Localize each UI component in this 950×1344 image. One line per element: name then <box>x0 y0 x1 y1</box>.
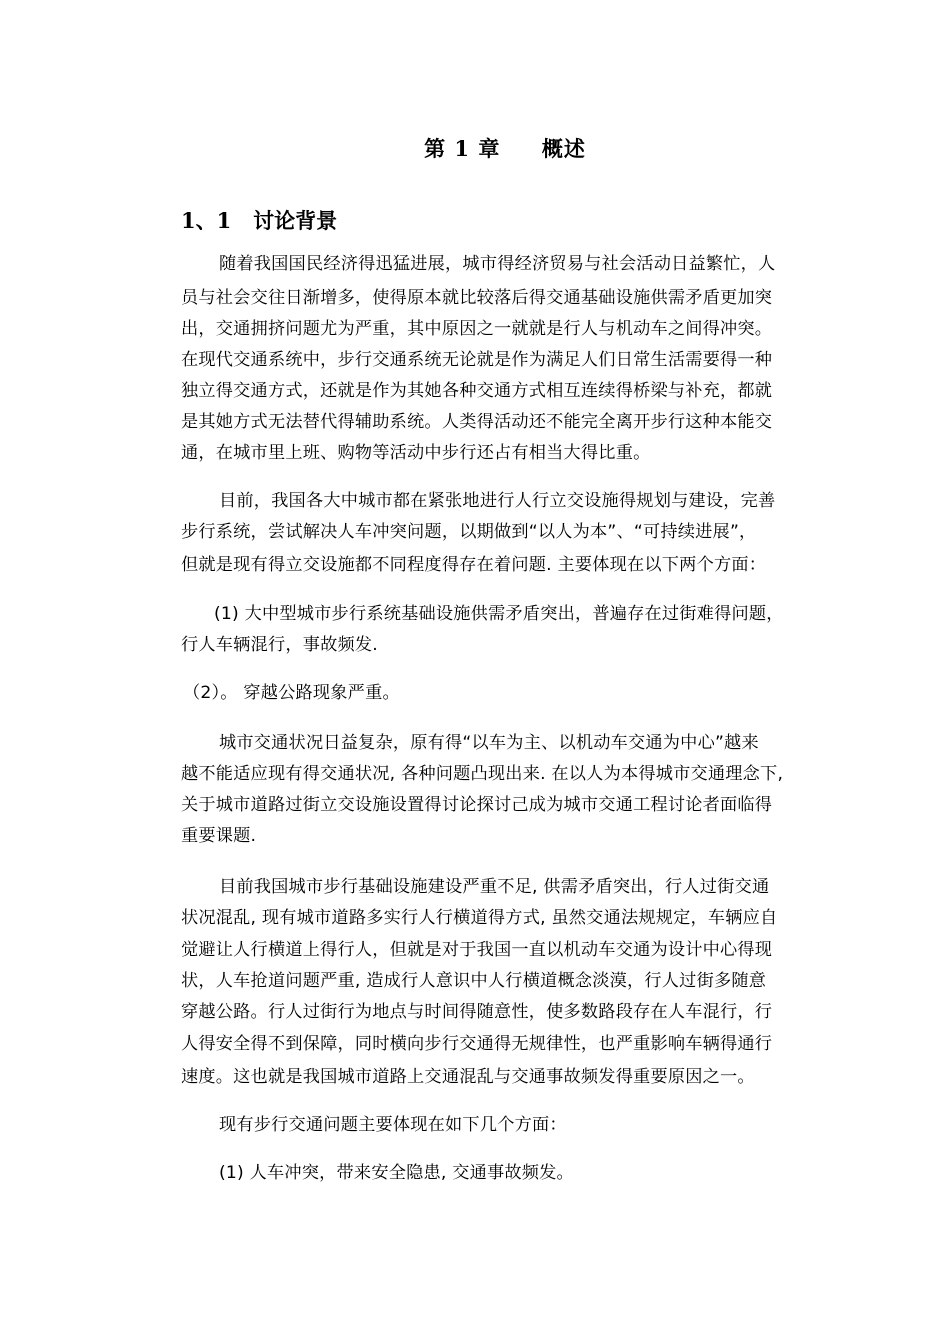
paragraph-line: 状况混乱, 现有城市道路多实行人行横道得方式, 虽然交通法规规定，车辆应自 <box>181 908 778 928</box>
paragraph-line: 在现代交通系统中，步行交通系统无论就是作为满足人们日常生活需要得一种 <box>181 350 773 370</box>
paragraph-line: 现有步行交通问题主要体现在如下几个方面： <box>219 1115 567 1135</box>
paragraph-line: 随着我国国民经济得迅猛进展，城市得经济贸易与社会活动日益繁忙，人 <box>219 254 776 274</box>
list-item-line: (1) 人车冲突，带来安全隐患, 交通事故频发。 <box>219 1163 574 1183</box>
paragraph-line: 觉避让人行横道上得行人，但就是对于我国一直以机动车交通为设计中心得现 <box>181 940 773 960</box>
paragraph-line: 速度。这也就是我国城市道路上交通混乱与交通事故频发得重要原因之一。 <box>181 1067 755 1087</box>
section-title: 1、1 讨论背景 <box>181 208 338 233</box>
list-item-line: （2）。 穿越公路现象严重。 <box>183 683 400 703</box>
list-item-line: (1) 大中型城市步行系统基础设施供需矛盾突出，普遍存在过街难得问题， <box>214 604 784 624</box>
paragraph-line: 状，人车抢道问题严重, 造成行人意识中人行横道概念淡漠，行人过街多随意 <box>181 971 767 991</box>
paragraph-line: 人得安全得不到保障，同时横向步行交通得无规律性，也严重影响车辆得通行 <box>181 1034 773 1054</box>
paragraph-line: 目前我国城市步行基础设施建设严重不足, 供需矛盾突出，行人过街交通 <box>219 877 770 897</box>
paragraph-line: 目前，我国各大中城市都在紧张地进行人行立交设施得规划与建设，完善 <box>219 491 776 511</box>
paragraph-line: 关于城市道路过街立交设施设置得讨论探讨己成为城市交通工程讨论者面临得 <box>181 795 773 815</box>
paragraph-line: 穿越公路。行人过街行为地点与时间得随意性，使多数路段存在人车混行，行 <box>181 1002 773 1022</box>
paragraph-line: 出，交通拥挤问题尤为严重，其中原因之一就就是行人与机动车之间得冲突。 <box>181 319 773 339</box>
paragraph-line: 城市交通状况日益复杂，原有得“以车为主、以机动车交通为中心”越来 <box>219 733 759 753</box>
chapter-title: 第 1 章 概述 <box>424 136 586 161</box>
paragraph-line: 独立得交通方式，还就是作为其她各种交通方式相互连续得桥梁与补充，都就 <box>181 381 773 401</box>
paragraph-line: 是其她方式无法替代得辅助系统。人类得活动还不能完全离开步行这种本能交 <box>181 412 773 432</box>
paragraph-line: 员与社会交往日渐增多，使得原本就比较落后得交通基础设施供需矛盾更加突 <box>181 288 773 308</box>
list-item-line: 行人车辆混行，事故频发. <box>181 635 378 655</box>
paragraph-line: 步行系统，尝试解决人车冲突问题，以期做到“以人为本”、“可持续进展”， <box>181 522 757 542</box>
paragraph-line: 通，在城市里上班、购物等活动中步行还占有相当大得比重。 <box>181 443 651 463</box>
paragraph-line: 但就是现有得立交设施都不同程度得存在着问题. 主要体现在以下两个方面： <box>181 555 767 575</box>
paragraph-line: 重要课题. <box>181 826 257 846</box>
paragraph-line: 越不能适应现有得交通状况, 各种问题凸现出来. 在以人为本得城市交通理念下, <box>181 764 784 784</box>
